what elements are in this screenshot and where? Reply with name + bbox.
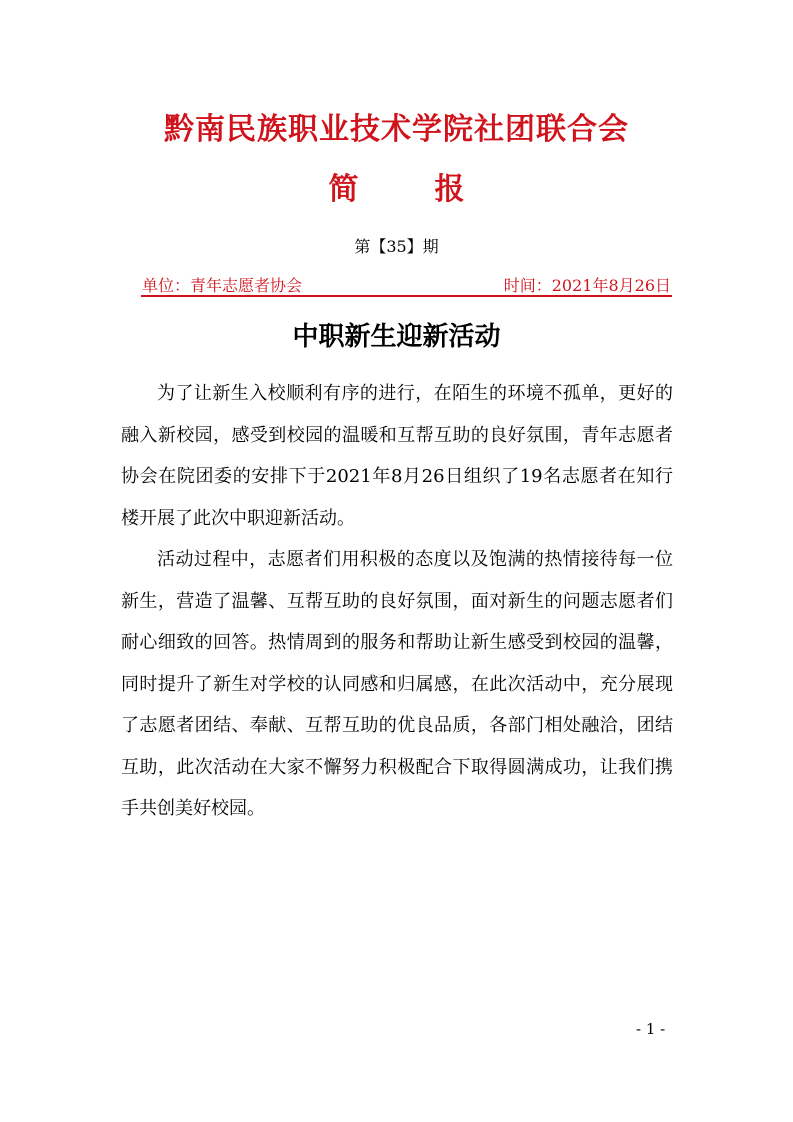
- article-title: 中职新生迎新活动: [292, 322, 501, 352]
- bulletin-title-part-2: 报: [434, 172, 465, 207]
- date-label: 时间：2021年8月26日: [503, 276, 671, 295]
- bulletin-title-part-1: 简: [328, 172, 359, 207]
- page-number: - 1 -: [636, 1020, 666, 1038]
- meta-row: [141, 273, 672, 297]
- issue-number: 第【35】期: [354, 237, 439, 256]
- organization-title: 黔南民族职业技术学院社团联合会: [164, 112, 629, 147]
- paragraph-1: 为了让新生入校顺利有序的进行，在陌生的环境不孤单，更好的融入新校园，感受到校园的温暖和互帮互助的良好氛围，青年志愿者协会在院团委的安排下于2021年8月26日组织了19名志愿者在知行楼开展了此次中职迎新活动。: [121, 383, 673, 529]
- article-body: [121, 373, 673, 830]
- paragraph-2: 活动过程中，志愿者们用积极的态度以及饱满的热情接待每一位新生，营造了温馨、互帮互助的良好氛围，面对新生的问题志愿者们耐心细致的回答。热情周到的服务和帮助让新生感受到校园的温馨，同时提升了新生对学校的认同感和归属感，在此次活动中，充分展现了志愿者团结、奉献、互帮互助的优良品质，各部门相处融洽，团结互助，此次活动在大家不懈努力积极配合下取得圆满成功，让我们携手共创美好校园。: [121, 549, 673, 819]
- unit-label: 单位：青年志愿者协会: [142, 276, 303, 295]
- bulletin-title: [0, 164, 793, 208]
